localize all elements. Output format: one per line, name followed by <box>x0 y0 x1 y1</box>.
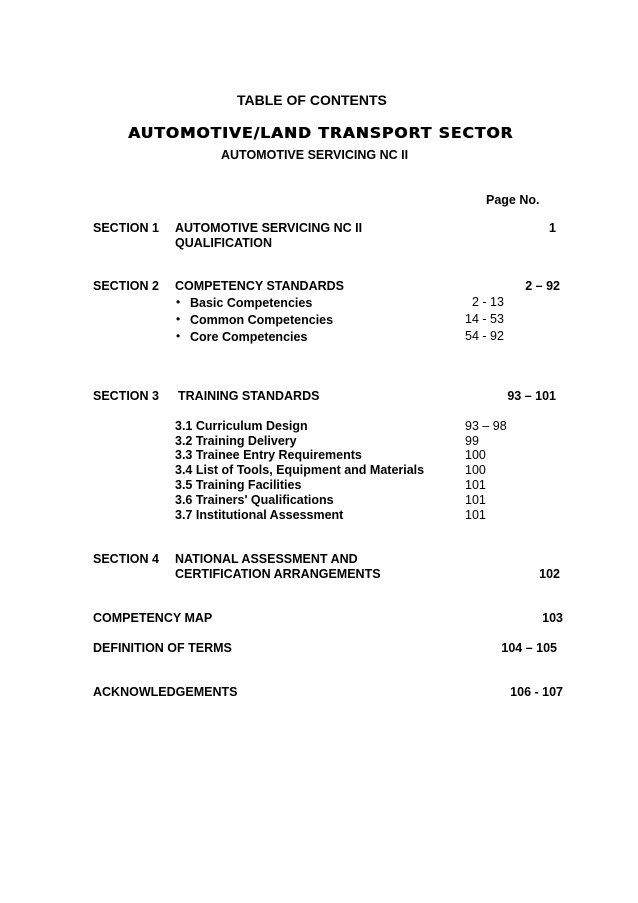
section1-title-line2: QUALIFICATION <box>175 236 272 250</box>
qualification-heading: AUTOMOTIVE SERVICING NC II <box>221 148 409 162</box>
definition-of-terms-pages: 104 – 105 <box>501 641 557 655</box>
section3-pages: 93 – 101 <box>507 389 556 403</box>
section2-item-pages: 14 - 53 <box>465 312 504 326</box>
section3-item-label: 3.6 Trainers' Qualifications <box>175 493 334 507</box>
bullet-icon: • <box>176 329 181 343</box>
section3-item-pages: 101 <box>465 478 486 492</box>
section3-item-label: 3.7 Institutional Assessment <box>175 508 344 522</box>
section1-label: SECTION 1 <box>93 221 159 235</box>
page-no-label: Page No. <box>486 193 540 207</box>
section3-item-label: 3.4 List of Tools, Equipment and Materials <box>175 463 425 477</box>
page-title: TABLE OF CONTENTS <box>237 92 387 108</box>
bullet-icon: • <box>176 295 181 309</box>
section2-item-label: Common Competencies <box>190 313 334 327</box>
section3-item-label: 3.1 Curriculum Design <box>175 419 308 433</box>
section3-item-pages: 100 <box>465 463 486 477</box>
section3-item-label: 3.5 Training Facilities <box>175 478 302 492</box>
section4-label: SECTION 4 <box>93 552 159 566</box>
section3-item-label: 3.2 Training Delivery <box>175 434 297 448</box>
bullet-icon: • <box>176 312 181 326</box>
acknowledgements-label: ACKNOWLEDGEMENTS <box>93 685 238 699</box>
section4-title-line2: CERTIFICATION ARRANGEMENTS <box>175 567 381 581</box>
section3-item-pages: 100 <box>465 448 486 462</box>
section2-title: COMPETENCY STANDARDS <box>175 279 344 293</box>
section2-item-pages: 54 - 92 <box>465 329 504 343</box>
section3-item-pages: 101 <box>465 508 486 522</box>
competency-map-label: COMPETENCY MAP <box>93 611 213 625</box>
section2-pages: 2 – 92 <box>525 279 560 293</box>
definition-of-terms-label: DEFINITION OF TERMS <box>93 641 232 655</box>
section1-pages: 1 <box>549 221 556 235</box>
section3-title: TRAINING STANDARDS <box>178 389 320 403</box>
section2-item-pages: 2 - 13 <box>472 295 504 309</box>
section3-item-label: 3.3 Trainee Entry Requirements <box>175 448 362 462</box>
section3-item-pages: 99 <box>465 434 479 448</box>
section2-label: SECTION 2 <box>93 279 159 293</box>
section4-title-line1: NATIONAL ASSESSMENT AND <box>175 552 358 566</box>
section1-title-line1: AUTOMOTIVE SERVICING NC II <box>175 221 363 235</box>
section2-item-label: Basic Competencies <box>190 296 313 310</box>
acknowledgements-pages: 106 - 107 <box>510 685 563 699</box>
section3-label: SECTION 3 <box>93 389 159 403</box>
competency-map-pages: 103 <box>542 611 563 625</box>
section4-pages: 102 <box>539 567 560 581</box>
section3-item-pages: 101 <box>465 493 486 507</box>
sector-heading: AUTOMOTIVE/LAND TRANSPORT SECTOR <box>128 124 514 142</box>
section2-item-label: Core Competencies <box>190 330 308 344</box>
section3-item-pages: 93 – 98 <box>465 419 507 433</box>
